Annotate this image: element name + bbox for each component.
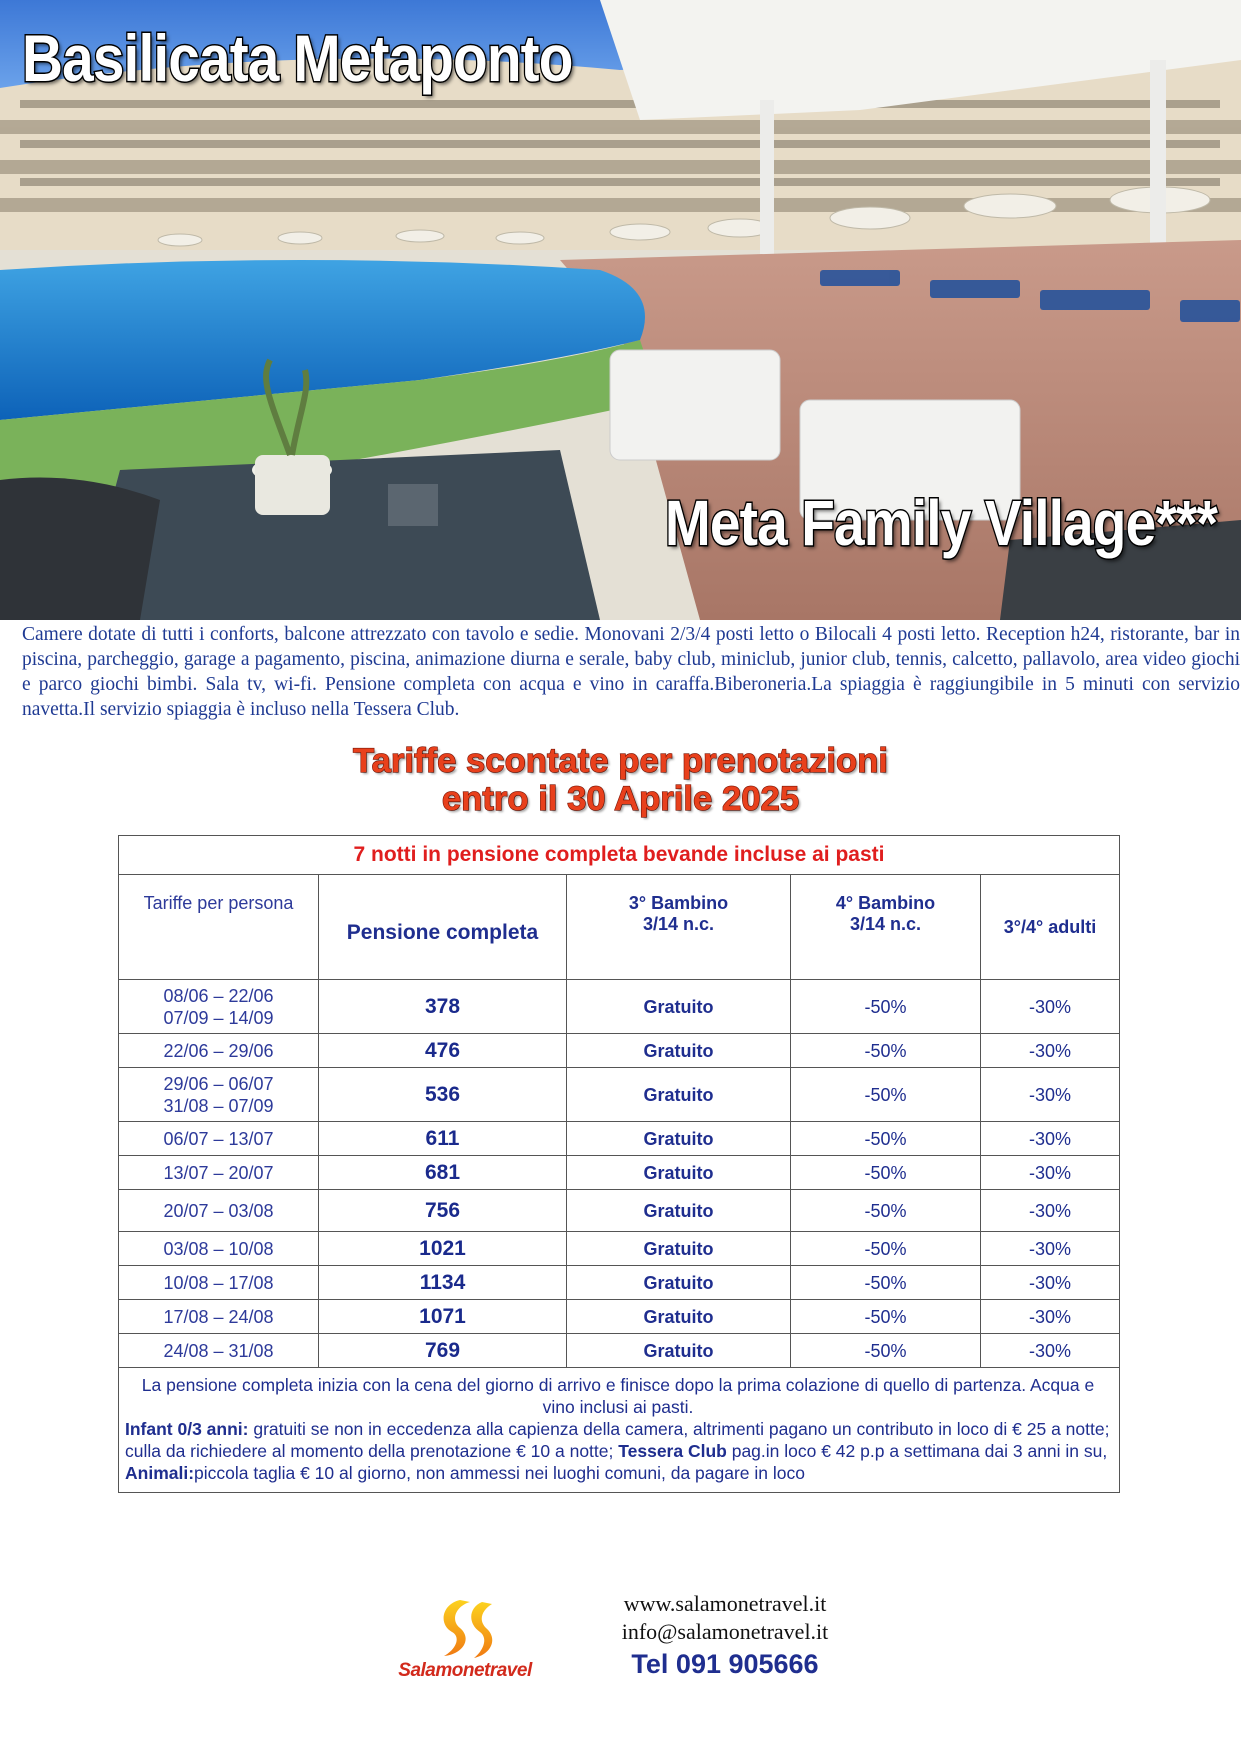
- email-link[interactable]: info@salamonetravel.it: [621, 1619, 829, 1644]
- child3-value: Gratuito: [643, 996, 714, 1017]
- row-period: [119, 1334, 319, 1368]
- row-child3: [567, 1300, 791, 1334]
- child4-value: -50%: [864, 1084, 907, 1105]
- row-price: [319, 1334, 567, 1368]
- child4-value: -50%: [864, 1200, 907, 1221]
- row-child3: [567, 1034, 791, 1068]
- header-child3: [567, 875, 791, 980]
- price-value: 756: [424, 1198, 461, 1222]
- price-value: 476: [424, 1038, 461, 1062]
- table-row: [119, 1122, 1120, 1156]
- table-row: [119, 980, 1120, 1034]
- header-child4-line2: 3/14 n.c.: [849, 914, 922, 934]
- period-line-1: 22/06 – 29/06: [163, 1040, 274, 1061]
- row-adults: [981, 1300, 1120, 1334]
- row-child3: [567, 980, 791, 1034]
- row-adults: [981, 1232, 1120, 1266]
- row-child3: [567, 1156, 791, 1190]
- row-child4: [791, 1190, 981, 1232]
- row-child3: [567, 1334, 791, 1368]
- contacts: [560, 1590, 890, 1682]
- child4-value: -50%: [864, 1162, 907, 1183]
- row-child4: [791, 1266, 981, 1300]
- child4-value: -50%: [864, 1128, 907, 1149]
- period-line-1: 29/06 – 06/07: [163, 1073, 274, 1094]
- table-row: [119, 1034, 1120, 1068]
- table-row: [119, 1300, 1120, 1334]
- child3-value: Gratuito: [643, 1272, 714, 1293]
- club-label: Tessera Club: [618, 1441, 727, 1461]
- row-child3: [567, 1266, 791, 1300]
- adults-value: -30%: [1028, 1200, 1072, 1221]
- offer-heading: [0, 742, 1241, 818]
- child3-value: Gratuito: [643, 1128, 714, 1149]
- table-row: [119, 1068, 1120, 1122]
- header-child3-line1: 3° Bambino: [628, 893, 729, 913]
- header-board: Pensione completa: [319, 875, 567, 980]
- hotel-title: Meta Family Village***: [664, 487, 1217, 559]
- child4-value: -50%: [864, 1340, 907, 1361]
- logo-text: Salamonetravel: [398, 1660, 532, 1681]
- period-line-2: 07/09 – 14/09: [163, 1007, 274, 1028]
- header-child4-line1: 4° Bambino: [835, 893, 936, 913]
- row-adults: [981, 1122, 1120, 1156]
- pets-label: Animali:: [125, 1463, 195, 1483]
- row-child3: [567, 1190, 791, 1232]
- row-adults: [981, 1190, 1120, 1232]
- table-row: [119, 1232, 1120, 1266]
- period-line-1: 13/07 – 20/07: [163, 1162, 274, 1183]
- child3-value: Gratuito: [643, 1084, 714, 1105]
- price-value: 1021: [419, 1236, 466, 1260]
- row-price: [319, 1156, 567, 1190]
- row-period: [119, 1300, 319, 1334]
- price-value: 1134: [419, 1270, 466, 1294]
- price-value: 1071: [419, 1304, 466, 1328]
- notes: [119, 1368, 1120, 1493]
- row-price: [319, 1034, 567, 1068]
- row-child3: [567, 1232, 791, 1266]
- period-line-1: 03/08 – 10/08: [163, 1238, 274, 1259]
- rates-table: [118, 835, 1120, 1493]
- child3-value: Gratuito: [643, 1162, 714, 1183]
- sun-logo-icon: [430, 1598, 500, 1664]
- header-child3-line2: 3/14 n.c.: [642, 914, 715, 934]
- adults-value: -30%: [1028, 1238, 1072, 1259]
- child4-value: -50%: [864, 1238, 907, 1259]
- salamone-logo: [372, 1598, 558, 1692]
- pets-text: piccola taglia € 10 al giorno, non ammessi nei luoghi comuni, da pagare in loco: [194, 1463, 805, 1483]
- row-price: [319, 1266, 567, 1300]
- price-value: 681: [424, 1160, 461, 1184]
- table-row: [119, 1266, 1120, 1300]
- infant-text: gratuiti se non in eccedenza alla capienza della camera, altrimenti pagano un contributo in loco di € 25 a notte; culla da richiedere al momento della prenotazione € 10 a notte;: [125, 1419, 1110, 1461]
- row-price: [319, 1300, 567, 1334]
- row-child3: [567, 1122, 791, 1156]
- row-period: [119, 1122, 319, 1156]
- child4-value: -50%: [864, 1272, 907, 1293]
- board-note: La pensione completa inizia con la cena del giorno di arrivo e finisce dopo la prima colazione di quello di partenza. Acqua e vino inclusi ai pasti.: [141, 1375, 1095, 1417]
- row-price: [319, 1190, 567, 1232]
- row-child4: [791, 980, 981, 1034]
- row-period: [119, 1034, 319, 1068]
- child3-value: Gratuito: [643, 1340, 714, 1361]
- row-price: [319, 1232, 567, 1266]
- row-child4: [791, 1232, 981, 1266]
- period-line-1: 20/07 – 03/08: [163, 1200, 274, 1221]
- row-adults: [981, 1156, 1120, 1190]
- row-adults: [981, 1034, 1120, 1068]
- child3-value: Gratuito: [643, 1238, 714, 1259]
- offer-line-1: Tariffe scontate per prenotazioni: [352, 742, 889, 780]
- header-adults: 3°/4° adulti: [981, 875, 1120, 980]
- infant-label: Infant 0/3 anni:: [125, 1419, 249, 1439]
- row-child3: [567, 1068, 791, 1122]
- period-line-2: 31/08 – 07/09: [163, 1095, 274, 1116]
- child3-value: Gratuito: [643, 1040, 714, 1061]
- period-line-1: 17/08 – 24/08: [163, 1306, 274, 1327]
- website-link[interactable]: www.salamonetravel.it: [623, 1591, 827, 1616]
- adults-value: -30%: [1028, 1272, 1072, 1293]
- place-title: Basilicata Metaponto: [22, 21, 573, 95]
- row-period: [119, 1232, 319, 1266]
- table-row: [119, 1156, 1120, 1190]
- adults-value: -30%: [1028, 996, 1072, 1017]
- phone-number[interactable]: Tel 091 905666: [631, 1649, 819, 1679]
- table-row: [119, 1190, 1120, 1232]
- row-adults: [981, 1266, 1120, 1300]
- hotel-description: Camere dotate di tutti i conforts, balcone attrezzato con tavolo e sedie. Monovani 2/3/4 posti letto o Bilocali 4 posti letto. Reception h24, ristorante, bar in piscina, parcheggio, garage a pagamento, piscina, animazione diurna e serale, baby club, miniclub, junior club, tennis, calcetto, pallavolo, area video giochi e parco giochi bimbi. Sala tv, wi-fi. Pensione completa con acqua e vino in caraffa.Biberoneria.La spiaggia è raggiungibile in 5 minuti con servizio navetta.Il servizio spiaggia è incluso nella Tessera Club.: [22, 624, 1240, 720]
- row-period: [119, 980, 319, 1034]
- adults-value: -30%: [1028, 1340, 1072, 1361]
- row-adults: [981, 980, 1120, 1034]
- child3-value: Gratuito: [643, 1200, 714, 1221]
- row-adults: [981, 1334, 1120, 1368]
- child4-value: -50%: [864, 1040, 907, 1061]
- period-line-1: 24/08 – 31/08: [163, 1340, 274, 1361]
- adults-value: -30%: [1028, 1162, 1072, 1183]
- price-value: 378: [424, 994, 461, 1018]
- table-row: [119, 1334, 1120, 1368]
- row-child4: [791, 1300, 981, 1334]
- row-price: [319, 1068, 567, 1122]
- child4-value: -50%: [864, 1306, 907, 1327]
- row-child4: [791, 1156, 981, 1190]
- child4-value: -50%: [864, 996, 907, 1017]
- row-child4: [791, 1334, 981, 1368]
- child3-value: Gratuito: [643, 1306, 714, 1327]
- period-line-1: 06/07 – 13/07: [163, 1128, 274, 1149]
- price-value: 611: [425, 1126, 460, 1150]
- row-period: [119, 1266, 319, 1300]
- row-price: [319, 980, 567, 1034]
- price-value: 769: [424, 1338, 461, 1362]
- row-child4: [791, 1122, 981, 1156]
- offer-line-2: entro il 30 Aprile 2025: [441, 780, 800, 818]
- price-value: 536: [424, 1082, 461, 1106]
- adults-value: -30%: [1028, 1128, 1072, 1149]
- rate-rows: [119, 980, 1120, 1368]
- period-line-1: 10/08 – 17/08: [163, 1272, 274, 1293]
- row-child4: [791, 1034, 981, 1068]
- row-period: [119, 1156, 319, 1190]
- row-period: [119, 1068, 319, 1122]
- adults-value: -30%: [1028, 1040, 1072, 1061]
- hero-photo: [0, 0, 1241, 620]
- club-text: pag.in loco € 42 p.p a settimana dai 3 anni in su,: [726, 1441, 1108, 1461]
- adults-value: -30%: [1028, 1306, 1072, 1327]
- row-period: [119, 1190, 319, 1232]
- row-price: [319, 1122, 567, 1156]
- table-caption: 7 notti in pensione completa bevande incluse ai pasti: [119, 836, 1120, 875]
- period-line-1: 08/06 – 22/06: [163, 985, 274, 1006]
- header-child4: [791, 875, 981, 980]
- adults-value: -30%: [1028, 1084, 1072, 1105]
- row-child4: [791, 1068, 981, 1122]
- row-adults: [981, 1068, 1120, 1122]
- header-period: Tariffe per persona: [119, 875, 319, 980]
